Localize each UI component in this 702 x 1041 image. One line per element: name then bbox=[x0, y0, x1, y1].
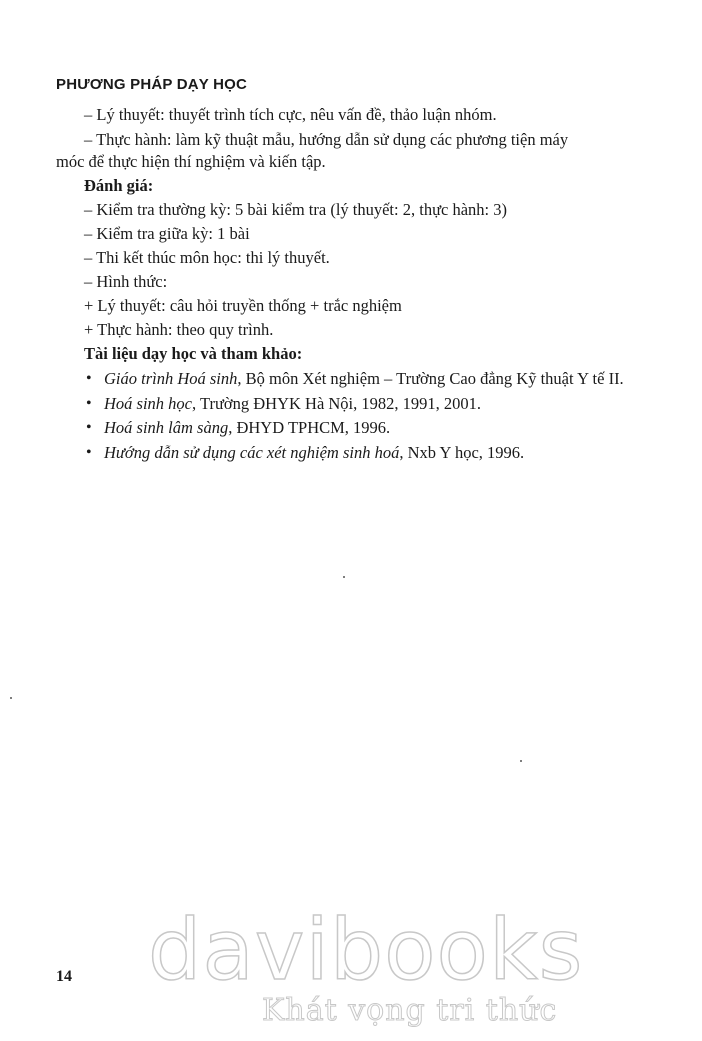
reference-details: , Nxb Y học, 1996. bbox=[399, 443, 525, 462]
assessment-line-regular: – Kiểm tra thường kỳ: 5 bài kiểm tra (lý thuyết: 2, thực hành: 3) bbox=[84, 200, 507, 219]
watermark-tagline: Khát vọng tri thức bbox=[262, 993, 558, 1028]
page-number: 14 bbox=[56, 968, 72, 985]
reference-details: , Trường ĐHYK Hà Nội, 1982, 1991, 2001. bbox=[192, 394, 482, 413]
watermark-brand: davibooks bbox=[148, 901, 584, 999]
scan-speck bbox=[343, 576, 345, 578]
assessment-line-format: – Hình thức: bbox=[84, 272, 168, 291]
reference-item bbox=[104, 418, 390, 438]
assessment-line-practice-format: + Thực hành: theo quy trình. bbox=[84, 320, 274, 339]
assessment-line-final: – Thi kết thúc môn học: thi lý thuyết. bbox=[84, 248, 330, 267]
method-line-theory: – Lý thuyết: thuyết trình tích cực, nêu vấn đề, thảo luận nhóm. bbox=[84, 105, 497, 124]
reference-title: Hướng dẫn sử dụng các xét nghiệm sinh hoá bbox=[104, 443, 400, 462]
scan-speck bbox=[10, 697, 12, 699]
assessment-title: Đánh giá: bbox=[84, 176, 154, 195]
bullet-icon: • bbox=[86, 444, 92, 461]
reference-details: , ĐHYD TPHCM, 1996. bbox=[228, 418, 391, 437]
method-line-practice-cont: móc để thực hiện thí nghiệm và kiến tập. bbox=[56, 152, 326, 171]
reference-title: Hoá sinh học bbox=[104, 394, 192, 413]
reference-item bbox=[104, 369, 624, 389]
assessment-line-theory-format: + Lý thuyết: câu hỏi truyền thống + trắc nghiệm bbox=[84, 296, 402, 315]
scan-speck bbox=[520, 760, 522, 762]
reference-item bbox=[104, 443, 524, 463]
assessment-line-midterm: – Kiểm tra giữa kỳ: 1 bài bbox=[84, 224, 250, 243]
references-title: Tài liệu dạy học và tham khảo: bbox=[84, 344, 303, 363]
bullet-icon: • bbox=[86, 395, 92, 412]
reference-title: Giáo trình Hoá sinh bbox=[104, 369, 238, 388]
method-line-practice: – Thực hành: làm kỹ thuật mẫu, hướng dẫn sử dụng các phương tiện máy bbox=[84, 130, 569, 149]
bullet-icon: • bbox=[86, 370, 92, 387]
reference-title: Hoá sinh lâm sàng bbox=[104, 418, 229, 437]
reference-item bbox=[104, 394, 481, 414]
reference-details: , Bộ môn Xét nghiệm – Trường Cao đẳng Kỹ thuật Y tế II. bbox=[237, 369, 624, 388]
bullet-icon: • bbox=[86, 419, 92, 436]
section-heading: PHƯƠNG PHÁP DẠY HỌC bbox=[56, 76, 248, 93]
